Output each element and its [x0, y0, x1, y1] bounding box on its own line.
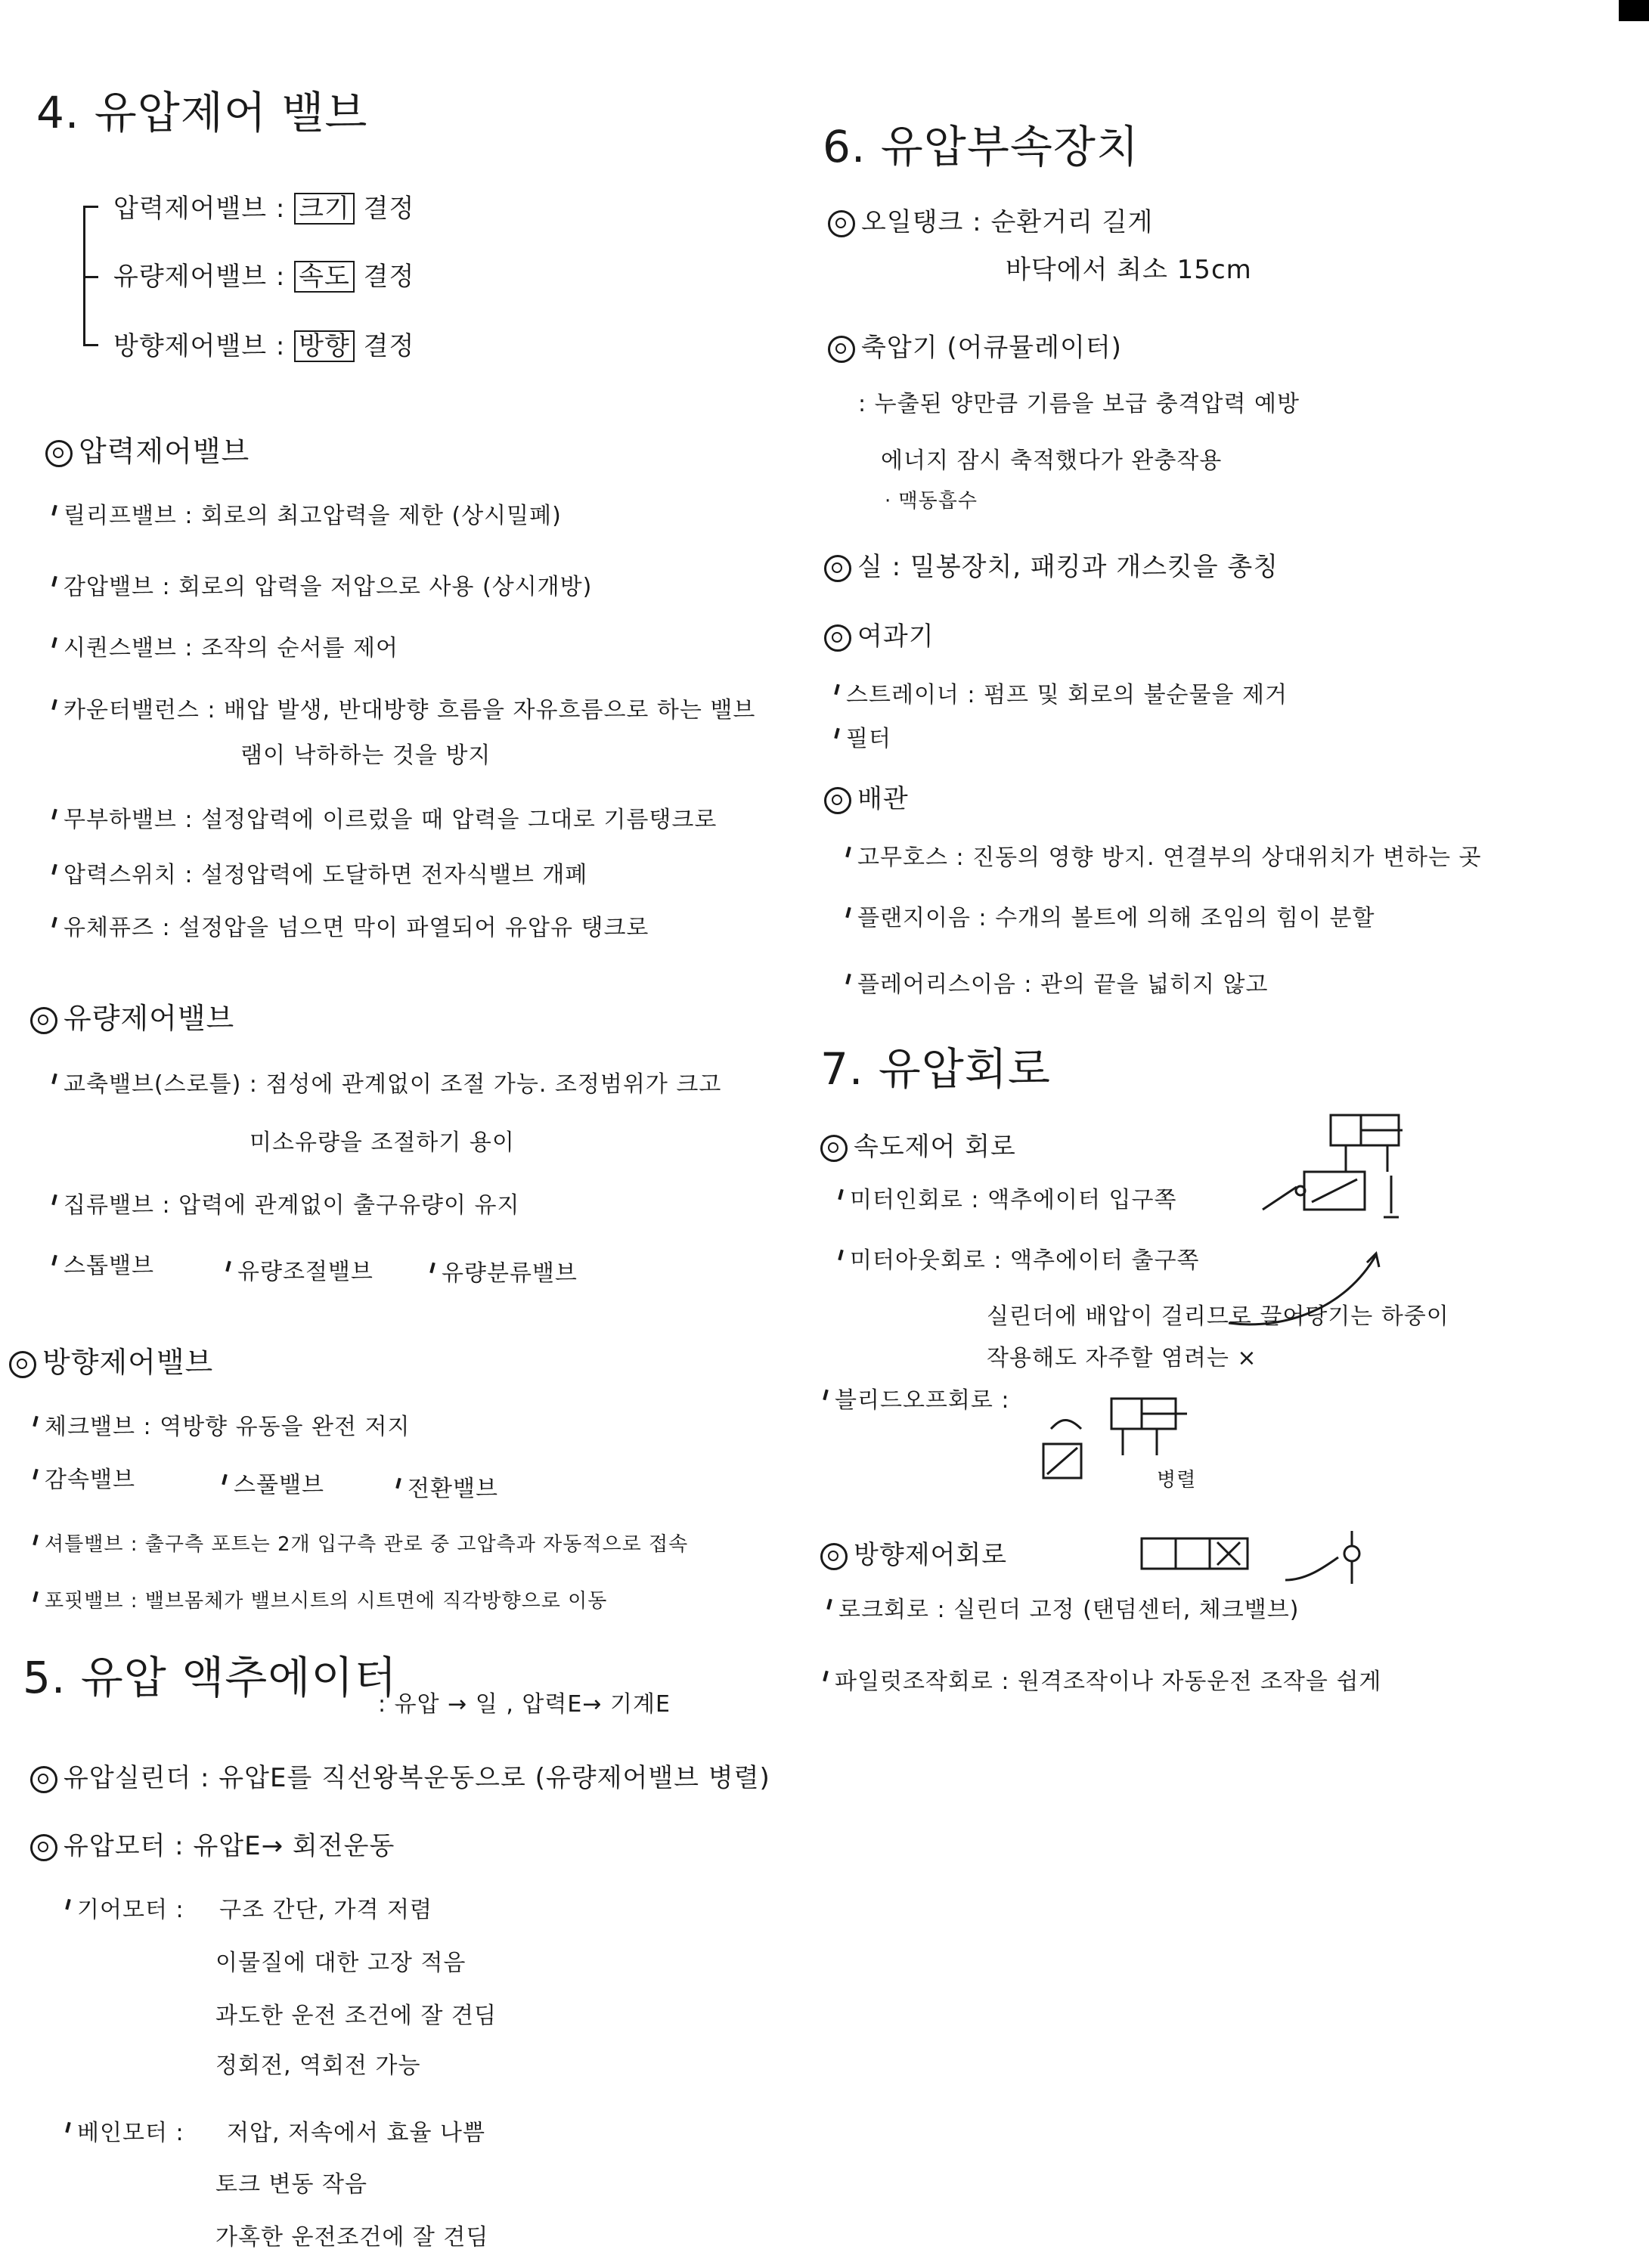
flow-row-item [53, 1255, 154, 1278]
vane-motor-label [67, 2122, 184, 2145]
tick-bullet-icon [51, 1255, 57, 1266]
circle-bullet-icon [828, 336, 855, 363]
summary-bracket-tick [83, 276, 98, 278]
pressure-item [53, 576, 592, 599]
direction-row-text: 스풀밸브 [234, 1472, 324, 1498]
tick-bullet-icon [65, 1899, 70, 1910]
lock-circuit-text: 로크회로 : 실린더 고정 (탠덤센터, 체크밸브) [838, 1597, 1300, 1623]
flow-heading [30, 1004, 234, 1034]
pressure-item-continuation: 램이 낙하하는 것을 방지 [240, 742, 491, 769]
flow-row-text: 유량분류밸브 [442, 1260, 578, 1287]
tick-bullet-icon [51, 699, 57, 711]
pipe-item [847, 844, 1482, 871]
circle-bullet-icon [820, 1135, 848, 1162]
direction-item-text: 포핏밸브 : 밸브몸체가 밸브시트의 시트면에 직각방향으로 이동 [45, 1590, 608, 1613]
pressure-item [53, 917, 649, 940]
meter-out-arrow-icon [1225, 1240, 1391, 1331]
circle-bullet-icon [824, 624, 851, 652]
gear-motor-label-text: 기어모터 : [77, 1897, 184, 1923]
section-5-subtitle: : 유압 → 일 , 압력E→ 기계E [378, 1691, 671, 1718]
circle-bullet-icon [30, 1766, 57, 1793]
pipe-item-text: 플랜지이음 : 수개의 볼트에 의해 조임의 힘이 분할 [857, 905, 1375, 931]
bleed-off-circuit-sketch-icon [1036, 1383, 1232, 1492]
circle-bullet-icon [820, 1543, 848, 1570]
meter-out-line-2: 실린더에 배압이 걸리므로 끌어당기는 하중이 [987, 1303, 1449, 1330]
pipe-item [847, 907, 1375, 930]
pipe-item [847, 971, 1269, 998]
tick-bullet-icon [51, 864, 57, 875]
summary-row [113, 261, 414, 293]
pressure-item [53, 699, 755, 722]
pressure-item-text: 압력스위치 : 설정압력에 도달하면 전자식밸브 개폐 [64, 862, 588, 888]
direction-item [34, 1591, 607, 1611]
pressure-item-text: 시퀀스밸브 : 조작의 순서를 제어 [64, 635, 398, 662]
summary-suffix: 결정 [363, 331, 415, 361]
section-5-title: 5. 유압 액추에이터 [23, 1652, 398, 1703]
tick-bullet-icon [51, 1074, 57, 1085]
direction-item [34, 1535, 688, 1554]
meter-in-line [839, 1189, 1176, 1212]
pilot-circuit-text: 파일럿조작회로 : 원격조작이나 자동운전 조작을 쉽게 [835, 1668, 1382, 1695]
direction-heading [9, 1348, 213, 1378]
direction-valve-sketch-icon [1134, 1527, 1391, 1595]
tick-bullet-icon [845, 907, 851, 919]
pipe-heading [824, 786, 909, 814]
motor-text: 유압모터 : 유압E→ 회전운동 [64, 1831, 395, 1861]
direction-circuit-heading [820, 1542, 1007, 1570]
flow-item [53, 1194, 519, 1217]
tick-bullet-icon [51, 917, 57, 928]
tick-bullet-icon [826, 1599, 832, 1610]
section-4-title: 4. 유압제어 밸브 [36, 87, 368, 138]
summary-row [113, 330, 414, 362]
vane-motor-label-text: 베인모터 : [77, 2120, 184, 2146]
tick-bullet-icon [222, 1474, 227, 1486]
tick-bullet-icon [838, 1250, 843, 1261]
summary-boxed-word: 속도 [294, 261, 355, 293]
tick-bullet-icon [225, 1261, 231, 1272]
motor-line [30, 1833, 395, 1861]
bleed-off-line [824, 1387, 1010, 1414]
flow-row-item [227, 1261, 374, 1284]
tick-bullet-icon [51, 809, 57, 820]
circle-bullet-icon [828, 210, 855, 237]
summary-boxed-word: 크기 [294, 193, 355, 225]
direction-row-item [34, 1469, 135, 1492]
tick-bullet-icon [834, 728, 839, 739]
direction-circuit-heading-text: 방향제어회로 [854, 1540, 1008, 1570]
pressure-item [53, 637, 398, 660]
meter-out-text: 미터아웃회로 : 액추에이터 출구쪽 [850, 1247, 1200, 1274]
direction-item-text: 체크밸브 : 역방향 유동을 완전 저지 [45, 1414, 411, 1440]
flow-item-continuation: 미소유량을 조절하기 용이 [250, 1129, 515, 1156]
filter-item [835, 684, 1288, 707]
tick-bullet-icon [838, 1189, 843, 1201]
direction-item-text: 셔틀밸브 : 출구측 포트는 2개 입구측 관로 중 고압측과 자동적으로 접속 [45, 1533, 689, 1556]
circle-bullet-icon [45, 440, 73, 467]
bleed-off-note: 병렬 [1157, 1469, 1197, 1492]
flow-item [53, 1071, 722, 1098]
tick-bullet-icon [33, 1416, 38, 1427]
summary-prefix: 방향제어밸브 : [113, 331, 286, 361]
pilot-circuit-line [824, 1668, 1382, 1695]
summary-suffix: 결정 [363, 262, 415, 292]
vane-motor-line: 토크 변동 작음 [215, 2171, 367, 2198]
tick-bullet-icon [823, 1390, 828, 1401]
section-7-title: 7. 유압회로 [820, 1043, 1051, 1095]
tank-line-2: 바닥에서 최소 15cm [1006, 255, 1252, 285]
summary-bracket-tick [83, 344, 98, 346]
filter-heading [824, 621, 935, 652]
accumulator-line: : 누출된 양만큼 기름을 보급 충격압력 예방 [858, 391, 1300, 417]
summary-row [113, 193, 414, 225]
accumulator-line: · 맥동흡수 [885, 490, 978, 513]
summary-suffix: 결정 [363, 194, 415, 224]
pressure-item [53, 505, 562, 528]
summary-prefix: 압력제어밸브 : [113, 194, 286, 224]
tick-bullet-icon [51, 505, 57, 516]
pressure-item-text: 감압밸브 : 회로의 압력을 저압으로 사용 (상시개방) [64, 574, 593, 600]
flow-row-text: 스톱밸브 [64, 1253, 154, 1279]
tank-line [828, 209, 1153, 237]
scan-corner-mark [1619, 0, 1649, 21]
pressure-heading [45, 437, 250, 467]
pipe-item-text: 고무호스 : 진동의 영향 방지. 연결부의 상대위치가 변하는 곳 [857, 844, 1482, 871]
vane-motor-line: 저압, 저속에서 효율 나쁨 [227, 2120, 485, 2146]
circle-bullet-icon [9, 1351, 36, 1378]
accumulator-heading [828, 335, 1122, 363]
summary-prefix: 유량제어밸브 : [113, 262, 286, 292]
tick-bullet-icon [823, 1671, 828, 1682]
summary-boxed-word: 방향 [294, 330, 355, 362]
tick-bullet-icon [33, 1469, 38, 1480]
tick-bullet-icon [845, 974, 851, 985]
seal-text: 실 : 밀봉장치, 패킹과 개스킷을 총칭 [857, 552, 1279, 582]
meter-out-line-3: 작용해도 자주할 염려는 × [987, 1345, 1257, 1371]
flow-heading-label: 유량제어밸브 [64, 1002, 235, 1035]
gear-motor-line: 이물질에 대한 고장 적음 [215, 1950, 466, 1976]
pressure-item-text: 릴리프밸브 : 회로의 최고압력을 제한 (상시밀폐) [64, 503, 562, 529]
tick-bullet-icon [33, 1591, 38, 1603]
pipe-item-text: 플레어리스이음 : 관의 끝을 넓히지 않고 [857, 971, 1269, 998]
cylinder-line [30, 1765, 770, 1793]
circle-bullet-icon [824, 555, 851, 582]
direction-heading-label: 방향제어밸브 [42, 1346, 214, 1379]
direction-row-text: 전환밸브 [408, 1476, 498, 1502]
pipe-heading-text: 배관 [857, 784, 909, 814]
summary-bracket-tick [83, 206, 98, 208]
direction-row-item [223, 1474, 324, 1497]
seal-line [824, 554, 1279, 582]
pressure-item-text: 무부하밸브 : 설정압력에 이르렀을 때 압력을 그대로 기름탱크로 [64, 807, 718, 833]
circle-bullet-icon [30, 1834, 57, 1861]
accumulator-line: 에너지 잠시 축적했다가 완충작용 [881, 448, 1223, 474]
flow-item-text: 집류밸브 : 압력에 관계없이 출구유량이 유지 [64, 1192, 520, 1219]
circle-bullet-icon [824, 787, 851, 814]
gear-motor-line: 정회전, 역회전 가능 [215, 2053, 421, 2079]
filter-item-text: 필터 [846, 726, 891, 752]
meter-in-circuit-sketch-icon [1240, 1104, 1406, 1240]
pressure-item-text: 카운터밸런스 : 배압 발생, 반대방향 흐름을 자유흐름으로 하는 밸브 [64, 697, 756, 723]
tick-bullet-icon [834, 684, 839, 696]
tick-bullet-icon [395, 1478, 401, 1489]
vane-motor-line: 가혹한 운전조건에 잘 견딤 [215, 2224, 489, 2251]
tick-bullet-icon [845, 847, 851, 858]
filter-item [835, 728, 891, 751]
tank-text: 오일탱크 : 순환거리 길게 [861, 207, 1154, 237]
direction-item [34, 1416, 411, 1439]
pressure-item [53, 809, 717, 832]
pressure-item [53, 864, 587, 887]
section-6-title: 6. 유압부속장치 [823, 121, 1139, 172]
meter-in-text: 미터인회로 : 액추에이터 입구쪽 [850, 1187, 1177, 1213]
speed-heading-text: 속도제어 회로 [854, 1132, 1016, 1162]
meter-out-line [839, 1247, 1200, 1274]
lock-circuit-line [828, 1599, 1299, 1622]
speed-heading [820, 1134, 1016, 1162]
tick-bullet-icon [51, 576, 57, 587]
gear-motor-label [67, 1899, 184, 1922]
direction-row-text: 감속밸브 [45, 1467, 135, 1493]
pressure-item-text: 유체퓨즈 : 설정압을 넘으면 막이 파열되어 유압유 탱크로 [64, 915, 649, 941]
direction-row-item [397, 1478, 498, 1501]
pressure-heading-label: 압력제어밸브 [79, 435, 250, 468]
cylinder-text: 유압실린더 : 유압E를 직선왕복운동으로 (유량제어밸브 병렬) [64, 1763, 770, 1793]
bleed-off-text: 블리드오프회로 : [835, 1387, 1010, 1414]
flow-row-item [431, 1260, 578, 1287]
flow-row-text: 유량조절밸브 [237, 1259, 374, 1285]
tick-bullet-icon [33, 1535, 38, 1546]
accumulator-heading-text: 축압기 (어큐뮬레이터) [861, 333, 1122, 363]
tick-bullet-icon [51, 1194, 57, 1206]
filter-item-text: 스트레이너 : 펌프 및 회로의 불순물을 제거 [846, 682, 1288, 708]
gear-motor-line: 과도한 운전 조건에 잘 견딤 [215, 2003, 497, 2029]
tick-bullet-icon [429, 1263, 435, 1274]
circle-bullet-icon [30, 1007, 57, 1034]
filter-heading-text: 여과기 [857, 621, 935, 652]
tick-bullet-icon [65, 2122, 70, 2133]
tick-bullet-icon [51, 637, 57, 649]
gear-motor-line: 구조 간단, 가격 저렴 [219, 1897, 432, 1923]
flow-item-text: 교축밸브(스로틀) : 점성에 관계없이 조절 가능. 조정범위가 크고 [64, 1071, 722, 1098]
